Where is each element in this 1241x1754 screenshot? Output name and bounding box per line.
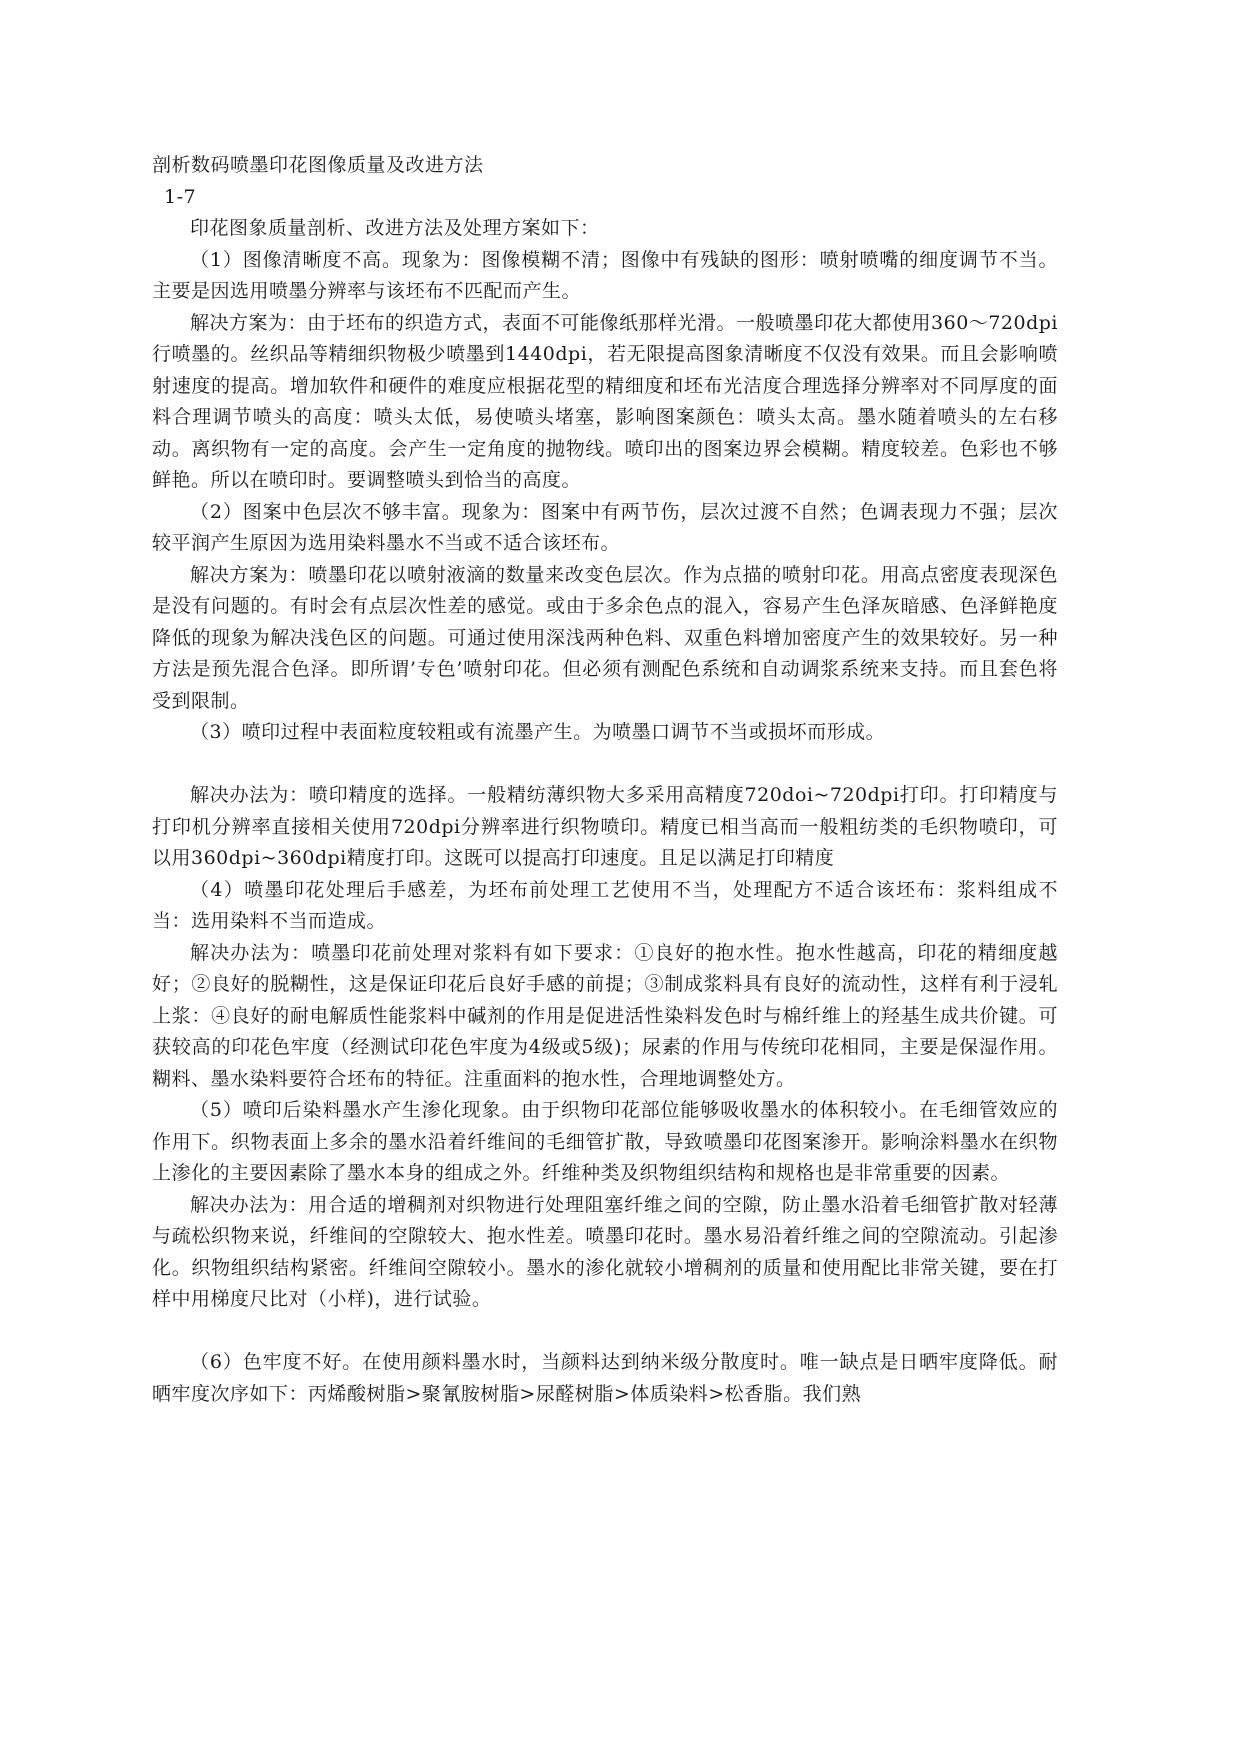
solution-1-paragraph: 解决方案为：由于坯布的织造方式，表面不可能像纸那样光滑。一般喷墨印花大都使用360～720dpi行喷墨的。丝织品等精细织物极少喷墨到1440dpi，若无限提高图象清晰度不仅没有效果。而且会影响喷射速度的提高。增加软件和硬件的难度应根据花型的精细度和坯布光洁度合理选择分辨率对不同厚度的面料合理调节喷头的高度：喷头太低，易使喷头堵塞，影响图案颜色：喷头太高。墨水随着喷头的左右移动。离织物有一定的高度。会产生一定角度的抛物线。喷印出的图案边界会模糊。精度较差。色彩也不够鲜艳。所以在喷印时。要调整喷头到恰当的高度。 <box>152 311 1058 491</box>
document-body <box>152 150 1058 1410</box>
page-reference: 1-7 <box>164 185 197 208</box>
solution-4-paragraph: 解决办法为：喷墨印花前处理对浆料有如下要求：①良好的抱水性。抱水性越高，印花的精细度越好；②良好的脱糊性，这是保证印花后良好手感的前提；③制成浆料具有良好的流动性，这样有利于浸轧上浆：④良好的耐电解质性能浆料中碱剂的作用是促进活性染料发色时与棉纤维上的羟基生成共价键。可获较高的印花色牢度（经测试印花色牢度为4级或5级)；尿素的作用与传统印花相同，主要是保湿作用。糊料、墨水染料要符合坯布的特征。注重面料的抱水性，合理地调整处方。 <box>152 941 1058 1090</box>
issue-5-paragraph: （5）喷印后染料墨水产生渗化现象。由于织物印花部位能够吸收墨水的体积较小。在毛细管效应的作用下。织物表面上多余的墨水沿着纤维间的毛细管扩散，导致喷墨印花图案渗开。影响涂料墨水在织物上渗化的主要因素除了墨水本身的组成之外。纤维种类及织物组织结构和规格也是非常重要的因素。 <box>152 1099 1058 1184</box>
issue-2-paragraph: （2）图案中色层次不够丰富。现象为：图案中有两节伤，层次过渡不自然；色调表现力不强；层次较平润产生原因为选用染料墨水不当或不适合该坯布。 <box>152 500 1058 554</box>
solution-5-paragraph: 解决办法为：用合适的增稠剂对织物进行处理阻塞纤维之间的空隙，防止墨水沿着毛细管扩散对轻薄与疏松织物来说，纤维间的空隙较大、抱水性差。喷墨印花时。墨水易沿着纤维之间的空隙流动。引起渗化。织物组织结构紧密。纤维间空隙较小。墨水的渗化就较小增稠剂的质量和使用配比非常关键，要在打样中用梯度尺比对（小样)，进行试验。 <box>152 1193 1058 1310</box>
issue-1-paragraph: （1）图像清晰度不高。现象为：图像模糊不清；图像中有残缺的图形：喷射喷嘴的细度调节不当。主要是因选用喷墨分辨率与该坯布不匹配而产生。 <box>152 248 1058 302</box>
issue-6-paragraph: （6）色牢度不好。在使用颜料墨水时，当颜料达到纳米级分散度时。唯一缺点是日晒牢度降低。耐晒牢度次序如下：丙烯酸树脂>聚氰胺树脂>尿醛树脂>体质染料>松香脂。我们熟 <box>152 1351 1058 1405</box>
paragraph-gap <box>152 1316 1058 1348</box>
solution-2-paragraph: 解决方案为：喷墨印花以喷射液滴的数量来改变色层次。作为点描的喷射印花。用高点密度表现深色是没有问题的。有时会有点层次性差的感觉。或由于多余色点的混入，容易产生色泽灰暗感、色泽鲜艳度降低的现象为解决浅色区的问题。可通过使用深浅两种色料、双重色料增加密度产生的效果较好。另一种方法是预先混合色泽。即所谓’专色’喷射印花。但必须有测配色系统和自动调浆系统来支持。而且套色将受到限制。 <box>152 563 1058 712</box>
paragraph-gap <box>152 749 1058 781</box>
intro-paragraph: 印花图象质量剖析、改进方法及处理方案如下： <box>190 217 600 239</box>
issue-3-paragraph: （3）喷印过程中表面粒度较粗或有流墨产生。为喷墨口调节不当或损坏而形成。 <box>190 721 886 743</box>
issue-4-paragraph: （4）喷墨印花处理后手感差，为坯布前处理工艺使用不当，处理配方不适合该坯布：浆料组成不当：选用染料不当而造成。 <box>152 878 1058 932</box>
document-title: 剖析数码喷墨印花图像质量及改进方法 <box>152 154 484 176</box>
solution-3-paragraph: 解决办法为：喷印精度的选择。一般精纺薄织物大多采用高精度720doi~720dpi打印。打印精度与打印机分辨率直接相关使用720dpi分辨率进行织物喷印。精度已相当高而一般粗纺类的毛织物喷印，可以用360dpi~360dpi精度打印。这既可以提高打印速度。且足以满足打印精度 <box>152 784 1058 869</box>
